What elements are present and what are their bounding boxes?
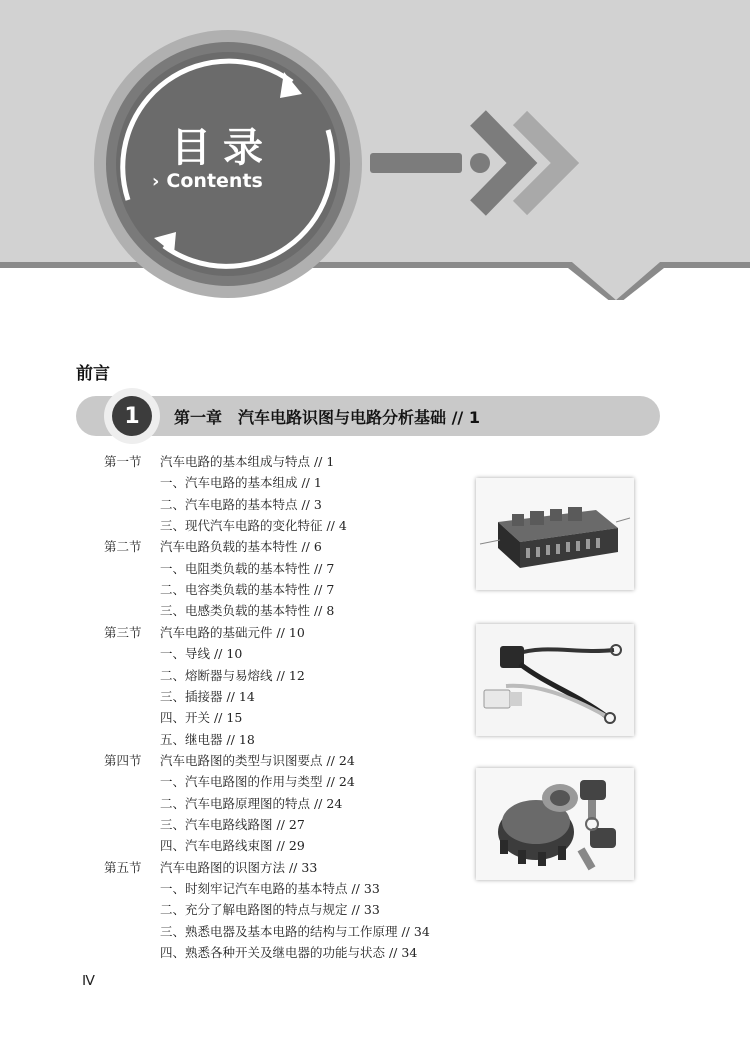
toc-subsection-title: 三、插接器 // 14 <box>160 688 255 704</box>
ignition-switch-photo <box>476 768 634 880</box>
header-band <box>0 0 750 300</box>
toc-section-label: 第五节 <box>104 859 142 875</box>
arrow-line <box>370 153 462 173</box>
toc-subsection-title: 二、汽车电路原理图的特点 // 24 <box>160 795 343 811</box>
toc-subsection-title: 三、电感类负载的基本特性 // 8 <box>160 603 335 619</box>
toc-section-label: 第四节 <box>104 752 142 768</box>
contents-title-en: Contents <box>166 170 263 192</box>
toc-subsection-title: 四、开关 // 15 <box>160 710 243 726</box>
chapter-title[interactable]: 第一章 汽车电路识图与电路分析基础 // 1 <box>174 408 480 427</box>
arrow-dot <box>470 153 490 173</box>
toc-section-label: 第一节 <box>104 454 142 469</box>
toc-section-title: 汽车电路的基础元件 // 10 <box>160 624 305 640</box>
chevron-right-icon: › <box>152 170 160 192</box>
wire-harness-photo <box>476 624 634 736</box>
toc-subsection-title: 三、现代汽车电路的变化特征 // 4 <box>160 518 347 534</box>
toc-subsection-title: 四、熟悉各种开关及继电器的功能与状态 // 34 <box>160 945 418 961</box>
toc-section-label: 第二节 <box>104 539 142 555</box>
toc-subsection-title: 一、汽车电路图的作用与类型 // 24 <box>160 774 355 790</box>
preface-link[interactable]: 前言 <box>76 364 110 384</box>
toc-subsection-title: 三、汽车电路线路图 // 27 <box>160 816 305 832</box>
toc-section-title: 汽车电路图的识图方法 // 33 <box>160 859 318 875</box>
toc-subsection-title: 五、继电器 // 18 <box>160 731 255 747</box>
contents-title-en-group <box>152 170 263 192</box>
toc-subsection-title: 二、电容类负载的基本特性 // 7 <box>160 582 335 598</box>
toc-subsection-title: 一、导线 // 10 <box>160 646 243 662</box>
contents-title-cn: 目录 <box>171 125 275 171</box>
page-number: Ⅳ <box>82 974 95 989</box>
toc-subsection-title: 三、熟悉电器及基本电路的结构与工作原理 // 34 <box>160 923 430 939</box>
toc-section-title: 汽车电路图的类型与识图要点 // 24 <box>160 752 355 768</box>
toc-section-label: 第三节 <box>104 624 142 640</box>
toc-subsection-title: 二、熔断器与易熔线 // 12 <box>160 667 305 683</box>
toc-subsection-title: 二、充分了解电路图的特点与规定 // 33 <box>160 902 380 918</box>
toc-subsection-title: 一、汽车电路的基本组成 // 1 <box>160 475 322 491</box>
toc-section-title: 汽车电路负载的基本特性 // 6 <box>160 539 322 555</box>
toc-section-title: 汽车电路的基本组成与特点 // 1 <box>160 454 335 469</box>
header-graphic <box>0 0 750 300</box>
toc-subsection-title: 二、汽车电路的基本特点 // 3 <box>160 496 322 512</box>
toc-subsection-title: 四、汽车电路线束图 // 29 <box>160 838 305 854</box>
toc-subsection-title: 一、时刻牢记汽车电路的基本特点 // 33 <box>160 881 380 896</box>
chapter-number-badge: 1 <box>112 396 152 436</box>
fuse-relay-box-photo <box>476 478 634 590</box>
toc-subsection-title: 一、电阻类负载的基本特性 // 7 <box>160 560 335 576</box>
